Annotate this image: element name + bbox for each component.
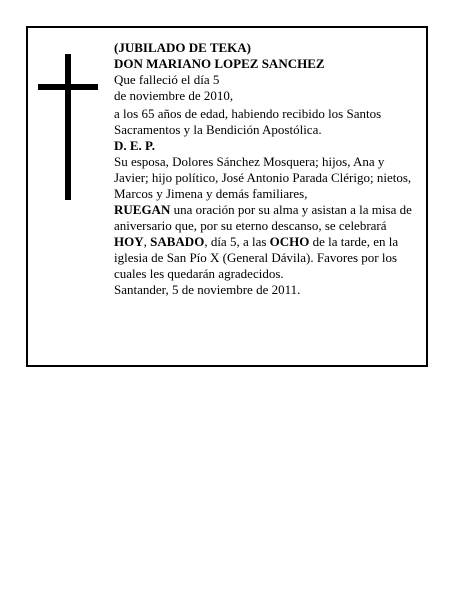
separator: ,	[143, 234, 151, 249]
today-word: HOY	[114, 234, 144, 249]
weekday-word: SABADO	[150, 234, 205, 249]
time-text-1: , día 5, a las	[204, 234, 270, 249]
family-list: Su esposa, Dolores Sánchez Mosquera; hijos, Ana y Javier; hijo político, José Antonio Parada Clérigo; nietos, Marcos y Jimena y demás familiares,	[114, 154, 412, 201]
cross-icon	[38, 54, 98, 200]
mass-request	[114, 202, 420, 282]
request-text: una oración por su alma y asistan a la misa de aniversario que, por su eterno descanso, se celebrará	[114, 202, 412, 233]
deceased-name: DON MARIANO LOPEZ SANCHEZ	[114, 56, 325, 71]
age-and-sacraments: a los 65 años de edad, habiendo recibido los Santos Sacramentos y la Bendición Apostólica.	[114, 106, 382, 137]
hour-word: OCHO	[269, 234, 310, 249]
request-word: RUEGAN	[114, 202, 171, 217]
place-and-date: Santander, 5 de noviembre de 2011.	[114, 282, 301, 297]
rip-label: D. E. P.	[114, 138, 156, 153]
time-text-2: de la tarde, en la iglesia de San Pío X (General Dávila). Favores por los cuales les quedarán agradecidos.	[114, 234, 399, 281]
cross-horizontal-bar	[38, 84, 98, 90]
notice-text	[114, 40, 420, 298]
retired-from: (JUBILADO DE TEKA)	[114, 40, 252, 55]
death-line: Que falleció el día 5	[114, 72, 220, 87]
cross-vertical-bar	[65, 54, 71, 200]
obituary-notice	[26, 26, 428, 367]
death-date: de noviembre de 2010,	[114, 88, 234, 103]
